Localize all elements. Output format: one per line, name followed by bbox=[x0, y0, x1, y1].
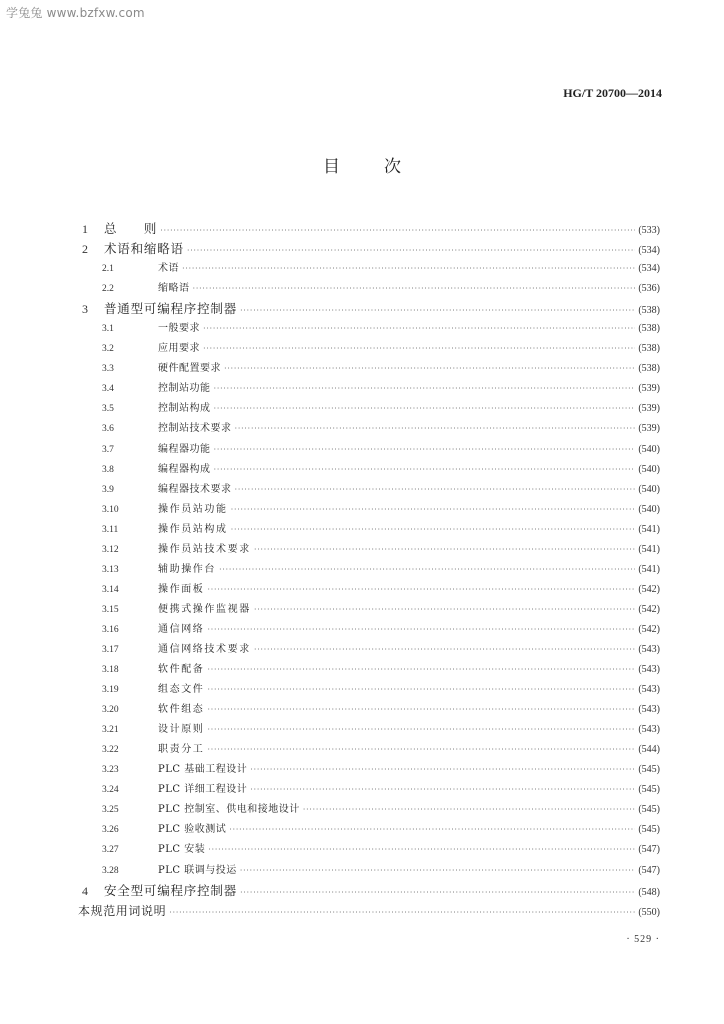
toc-dot-leader bbox=[207, 680, 635, 700]
toc-entry-page: (534) bbox=[638, 263, 660, 275]
toc-dot-leader bbox=[203, 339, 635, 359]
toc-dot-leader bbox=[207, 580, 635, 600]
toc-entry-number: 3.20 bbox=[102, 705, 119, 716]
toc-entry-page: (547) bbox=[638, 844, 660, 856]
toc-entry[interactable] bbox=[78, 600, 660, 620]
toc-entry-label: PLC 详细工程设计 bbox=[158, 784, 248, 796]
toc-entry-label: 普通型可编程序控制器 bbox=[104, 301, 238, 317]
toc-dot-leader bbox=[229, 820, 635, 840]
toc-entry[interactable] bbox=[78, 881, 660, 901]
toc-entry-number: 3.18 bbox=[102, 665, 119, 676]
toc-entry[interactable] bbox=[78, 560, 660, 580]
toc-dot-leader bbox=[207, 740, 635, 760]
toc-dot-leader bbox=[240, 301, 635, 321]
toc-entry-number: 3.15 bbox=[102, 604, 119, 615]
toc-entry-number: 3.16 bbox=[102, 624, 119, 635]
toc-entry[interactable] bbox=[78, 700, 660, 720]
toc-dot-leader bbox=[207, 660, 635, 680]
toc-entry-label: 软件组态 bbox=[158, 704, 205, 716]
toc-entry-number: 3.14 bbox=[102, 584, 119, 595]
toc-entry-page: (538) bbox=[638, 363, 660, 375]
toc-entry-number: 3.22 bbox=[102, 745, 119, 756]
toc-entry-page: (539) bbox=[638, 403, 660, 415]
toc-entry-page: (536) bbox=[638, 283, 660, 295]
toc-entry-page: (543) bbox=[638, 704, 660, 716]
toc-entry-page: (540) bbox=[638, 443, 660, 455]
toc-entry-number: 3.25 bbox=[102, 805, 119, 816]
toc-entry-label: 职责分工 bbox=[158, 744, 205, 756]
toc-entry-page: (541) bbox=[638, 543, 660, 555]
toc-entry-label: 操作员站技术要求 bbox=[158, 543, 251, 555]
toc-entry-number: 3.21 bbox=[102, 725, 119, 736]
toc-entry-number: 2.2 bbox=[102, 284, 114, 295]
toc-entry-page: (545) bbox=[638, 824, 660, 836]
toc-entry-label: PLC 基础工程设计 bbox=[158, 764, 248, 776]
toc-dot-leader bbox=[231, 520, 636, 540]
toc-entry-number: 3.7 bbox=[102, 444, 114, 455]
toc-entry-page: (547) bbox=[638, 864, 660, 876]
toc-dot-leader bbox=[240, 883, 635, 903]
toc-entry-page: (541) bbox=[638, 563, 660, 575]
toc-entry-label: 控制站技术要求 bbox=[158, 423, 232, 435]
toc-dot-leader bbox=[235, 419, 636, 439]
toc-entry-label: 术语 bbox=[158, 263, 179, 275]
toc-entry-label: PLC 控制室、供电和接地设计 bbox=[158, 804, 300, 816]
watermark: 学兔兔 www.bzfxw.com bbox=[6, 6, 145, 20]
toc-entry[interactable] bbox=[78, 500, 660, 520]
toc-entry-number: 3.4 bbox=[102, 384, 114, 395]
toc-entry[interactable] bbox=[78, 259, 660, 279]
toc-entry-label: 编程器功能 bbox=[158, 443, 211, 455]
toc-entry-page: (542) bbox=[638, 603, 660, 615]
toc-entry-label: 编程器技术要求 bbox=[158, 483, 232, 495]
toc-entry-page: (540) bbox=[638, 463, 660, 475]
toc-entry-number: 3 bbox=[82, 302, 88, 317]
toc-entry[interactable] bbox=[78, 861, 660, 881]
toc-entry-label: 设计原则 bbox=[158, 724, 205, 736]
toc-entry-number: 3.6 bbox=[102, 424, 114, 435]
toc-entry-label: 操作员站构成 bbox=[158, 523, 228, 535]
toc-entry-label: 硬件配置要求 bbox=[158, 363, 221, 375]
toc-entry[interactable] bbox=[78, 820, 660, 840]
toc-entry[interactable] bbox=[78, 740, 660, 760]
toc-entry-page: (542) bbox=[638, 623, 660, 635]
toc-entry-label: 便携式操作监视器 bbox=[158, 603, 251, 615]
toc-entry-page: (543) bbox=[638, 684, 660, 696]
toc-entry-page: (539) bbox=[638, 383, 660, 395]
toc-entry-label: PLC 安装 bbox=[158, 844, 206, 856]
toc-dot-leader bbox=[187, 241, 636, 261]
toc-entry[interactable] bbox=[78, 480, 660, 500]
toc-dot-leader bbox=[250, 760, 635, 780]
toc-entry[interactable] bbox=[78, 379, 660, 399]
toc-entry-label: 安全型可编程序控制器 bbox=[104, 882, 238, 898]
toc-entry-label: 软件配备 bbox=[158, 664, 205, 676]
toc-entry-number: 3.12 bbox=[102, 544, 119, 555]
toc-entry-number: 3.28 bbox=[102, 865, 119, 876]
toc-entry[interactable] bbox=[78, 640, 660, 660]
toc-dot-leader bbox=[207, 620, 635, 640]
toc-entry-number: 3.2 bbox=[102, 344, 114, 355]
toc-entry-number: 3.5 bbox=[102, 404, 114, 415]
toc-entry-number: 3.9 bbox=[102, 484, 114, 495]
toc-entry[interactable] bbox=[78, 359, 660, 379]
toc-entry-page: (543) bbox=[638, 724, 660, 736]
toc-entry[interactable] bbox=[78, 840, 660, 860]
toc-entry-label: 组态文件 bbox=[158, 684, 205, 696]
toc-dot-leader bbox=[160, 221, 635, 241]
toc-entry-number: 3.13 bbox=[102, 564, 119, 575]
toc-dot-leader bbox=[203, 319, 635, 339]
toc-dot-leader bbox=[224, 359, 635, 379]
toc-entry-number: 2 bbox=[82, 242, 88, 257]
toc-entry[interactable] bbox=[78, 399, 660, 419]
toc-entry-page: (545) bbox=[638, 804, 660, 816]
toc-entry-number: 3.8 bbox=[102, 464, 114, 475]
toc-entry-label: 一般要求 bbox=[158, 323, 200, 335]
toc-dot-leader bbox=[219, 560, 635, 580]
toc-entry-page: (541) bbox=[638, 523, 660, 535]
standard-code: HG/T 20700—2014 bbox=[563, 86, 662, 100]
toc-entry-number: 3.19 bbox=[102, 685, 119, 696]
toc-dot-leader bbox=[207, 720, 635, 740]
toc-entry-page: (543) bbox=[638, 664, 660, 676]
page-number: · 529 · bbox=[626, 934, 660, 945]
toc-dot-leader bbox=[231, 500, 636, 520]
toc-entry-label: 术语和缩略语 bbox=[104, 241, 184, 257]
toc-entry[interactable] bbox=[78, 620, 660, 640]
toc-entry-label: 操作员站功能 bbox=[158, 503, 228, 515]
toc-entry[interactable] bbox=[78, 339, 660, 359]
toc-entry[interactable] bbox=[78, 760, 660, 780]
toc-entry-number: 4 bbox=[82, 883, 88, 898]
toc-entry-label: PLC 验收测试 bbox=[158, 824, 227, 836]
toc-entry-number: 3.24 bbox=[102, 785, 119, 796]
toc-dot-leader bbox=[193, 279, 636, 299]
toc-entry-label: 控制站构成 bbox=[158, 403, 211, 415]
toc-entry-label: 编程器构成 bbox=[158, 463, 211, 475]
toc-entry-label: 操作面板 bbox=[158, 583, 205, 595]
toc-entry-number: 3.3 bbox=[102, 364, 114, 375]
toc-entry[interactable] bbox=[78, 460, 660, 480]
toc-dot-leader bbox=[214, 460, 636, 480]
toc-dot-leader bbox=[207, 700, 635, 720]
toc-dot-leader bbox=[235, 480, 636, 500]
toc-entry-page: (533) bbox=[638, 225, 660, 236]
toc-entry-page: (548) bbox=[638, 886, 660, 898]
toc-entry[interactable] bbox=[78, 319, 660, 339]
toc-entry[interactable] bbox=[78, 800, 660, 820]
toc-entry-page: (538) bbox=[638, 343, 660, 355]
toc-dot-leader bbox=[254, 640, 636, 660]
toc-dot-leader bbox=[214, 399, 636, 419]
toc-entry-label: 总 则 bbox=[104, 221, 158, 236]
toc-entry-label: 应用要求 bbox=[158, 343, 200, 355]
toc-entry-number: 3.10 bbox=[102, 504, 119, 515]
toc-dot-leader bbox=[169, 903, 635, 923]
toc-entry-page: (534) bbox=[638, 245, 660, 257]
toc-entry-number: 3.23 bbox=[102, 765, 119, 776]
toc-entry-label: 通信网络 bbox=[158, 623, 205, 635]
toc-entry[interactable] bbox=[78, 680, 660, 700]
toc-entry-number: 3.17 bbox=[102, 644, 119, 655]
toc-entry[interactable] bbox=[78, 540, 660, 560]
toc-entry-number: 1 bbox=[82, 222, 88, 236]
toc-entry-page: (540) bbox=[638, 503, 660, 515]
toc-entry[interactable] bbox=[78, 580, 660, 600]
toc-entry-label: 控制站功能 bbox=[158, 383, 211, 395]
toc-entry-page: (545) bbox=[638, 764, 660, 776]
toc-dot-leader bbox=[254, 600, 636, 620]
toc-entry[interactable] bbox=[78, 440, 660, 460]
toc-entry-label: 本规范用词说明 bbox=[78, 903, 167, 918]
toc-entry-page: (540) bbox=[638, 483, 660, 495]
toc-entry-page: (538) bbox=[638, 305, 660, 317]
toc-entry-number: 3.27 bbox=[102, 845, 119, 856]
toc-entry-number: 3.11 bbox=[102, 524, 119, 535]
toc-entry-label: 通信网络技术要求 bbox=[158, 643, 251, 655]
toc-entry-page: (544) bbox=[638, 744, 660, 756]
toc-entry-page: (539) bbox=[638, 423, 660, 435]
toc-entry[interactable] bbox=[78, 720, 660, 740]
toc-entry-label: 缩略语 bbox=[158, 283, 190, 295]
toc-dot-leader bbox=[182, 259, 635, 279]
toc-dot-leader bbox=[240, 861, 636, 881]
toc-dot-leader bbox=[254, 540, 636, 560]
table-of-contents bbox=[78, 219, 660, 921]
toc-entry[interactable] bbox=[78, 901, 660, 921]
toc-entry[interactable] bbox=[78, 299, 660, 319]
toc-dot-leader bbox=[250, 780, 635, 800]
toc-entry[interactable] bbox=[78, 279, 660, 299]
toc-entry-page: (545) bbox=[638, 784, 660, 796]
toc-entry-page: (550) bbox=[638, 906, 660, 918]
toc-entry-page: (542) bbox=[638, 583, 660, 595]
toc-entry[interactable] bbox=[78, 419, 660, 439]
toc-dot-leader bbox=[214, 440, 636, 460]
toc-entry-number: 3.1 bbox=[102, 324, 114, 335]
toc-entry[interactable] bbox=[78, 219, 660, 239]
toc-entry[interactable] bbox=[78, 239, 660, 259]
toc-entry-number: 2.1 bbox=[102, 264, 114, 275]
toc-entry-page: (538) bbox=[638, 323, 660, 335]
toc-title: 目次 bbox=[323, 157, 445, 177]
toc-entry[interactable] bbox=[78, 520, 660, 540]
toc-dot-leader bbox=[208, 840, 635, 860]
toc-entry[interactable] bbox=[78, 780, 660, 800]
toc-dot-leader bbox=[303, 800, 636, 820]
toc-entry-label: 辅助操作台 bbox=[158, 563, 216, 575]
toc-entry[interactable] bbox=[78, 660, 660, 680]
toc-dot-leader bbox=[214, 379, 636, 399]
toc-entry-page: (543) bbox=[638, 643, 660, 655]
toc-entry-number: 3.26 bbox=[102, 825, 119, 836]
toc-entry-label: PLC 联调与投运 bbox=[158, 864, 237, 876]
